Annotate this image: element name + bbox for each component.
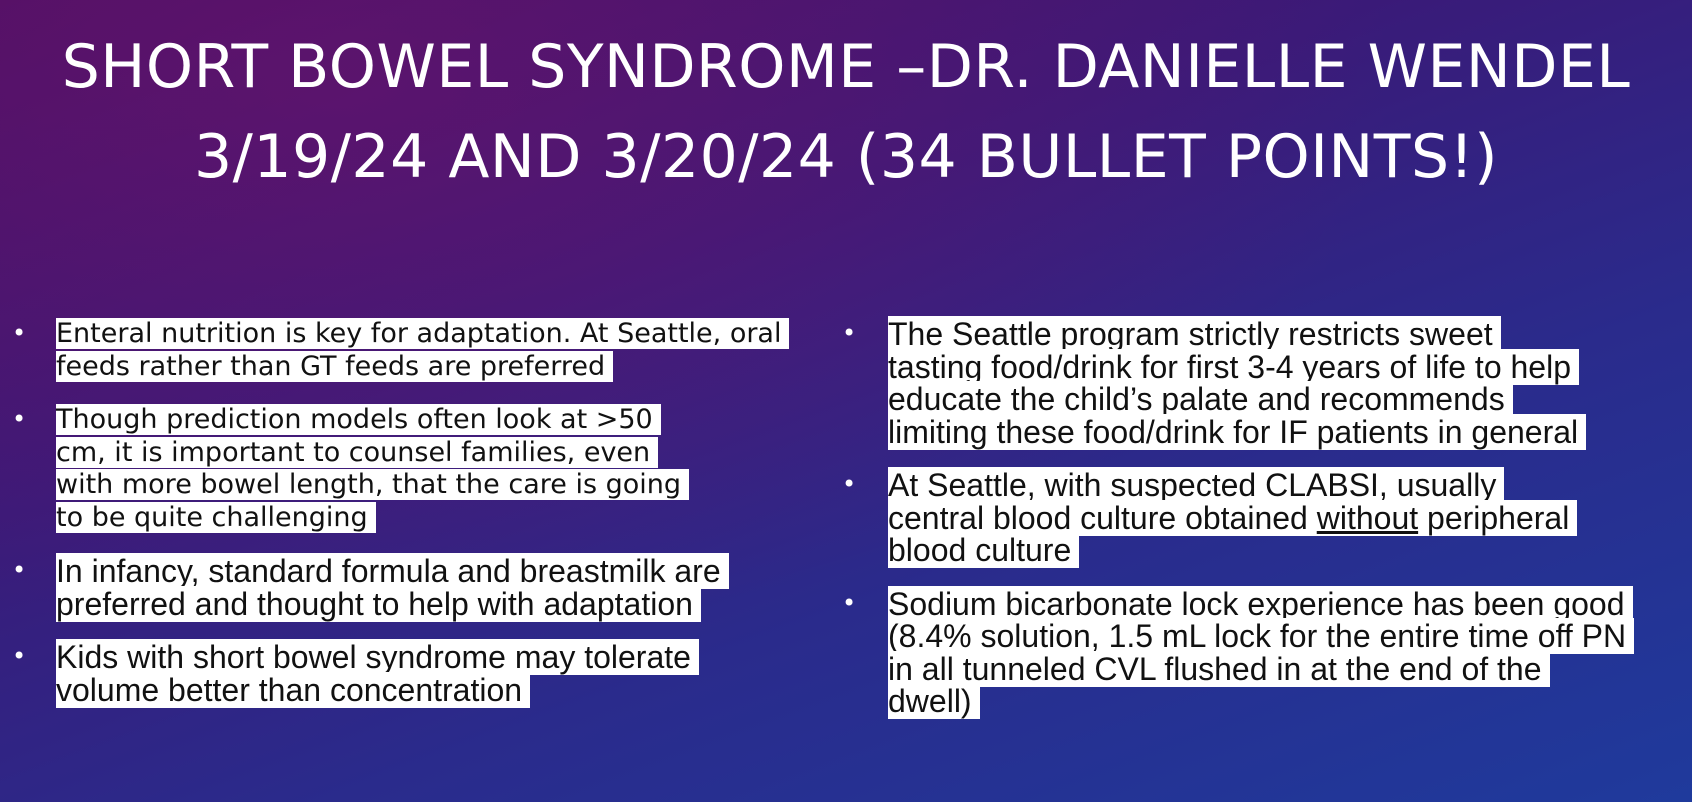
bullet-icon: • (842, 319, 857, 347)
slide-title-line-2: 3/19/24 AND 3/20/24 (34 BULLET POINTS!) (193, 122, 1499, 192)
bullet-icon: • (12, 556, 27, 584)
bullet-text: Enteral nutrition is key for adaptation. At Seattle, oral feeds rather than GT feeds are preferred (56, 318, 789, 382)
bullet-icon: • (842, 470, 857, 498)
bullet-icon: • (842, 588, 857, 617)
bullet-text: Though prediction models often look at >50 cm, it is important to counsel families, even with more bowel length, that the care is going to be quite challenging (56, 404, 689, 533)
bullet-text: Sodium bicarbonate lock experience has been good (8.4% solution, 1.5 mL lock for the entire time off PN in all tunneled CVL flushed in at the end of the dwell) (888, 586, 1634, 720)
bullet-text-after: peripheral blood culture (888, 499, 1570, 568)
bullet-icon: • (12, 319, 27, 347)
right-bullet-list (840, 318, 1680, 739)
list-item (0, 641, 800, 706)
bullet-text: Kids with short bowel syndrome may tolerate volume better than concentration (56, 639, 699, 708)
list-item (0, 555, 800, 620)
slide-title (0, 22, 1692, 202)
list-item (0, 404, 800, 534)
list-item (0, 318, 800, 383)
bullet-text (888, 467, 1577, 568)
bullet-icon: • (12, 405, 27, 433)
slide-title-line-1: SHORT BOWEL SYNDROME –DR. DANIELLE WENDEL (61, 32, 1631, 102)
list-item (840, 585, 1680, 719)
list-item (840, 469, 1680, 567)
bullet-icon: • (12, 642, 27, 670)
list-item (840, 318, 1680, 448)
bullet-text: The Seattle program strictly restricts sweet tasting food/drink for first 3-4 years of life to help educate the child’s palate and recommends limiting these food/drink for IF patients in general (888, 316, 1586, 450)
bullet-text-before: At Seattle, with suspected CLABSI, usually central blood culture obtained (888, 467, 1497, 536)
underlined-word: without (1316, 499, 1419, 536)
left-bullet-list (0, 318, 800, 727)
bullet-text: In infancy, standard formula and breastmilk are preferred and thought to help with adaptation (56, 553, 729, 622)
